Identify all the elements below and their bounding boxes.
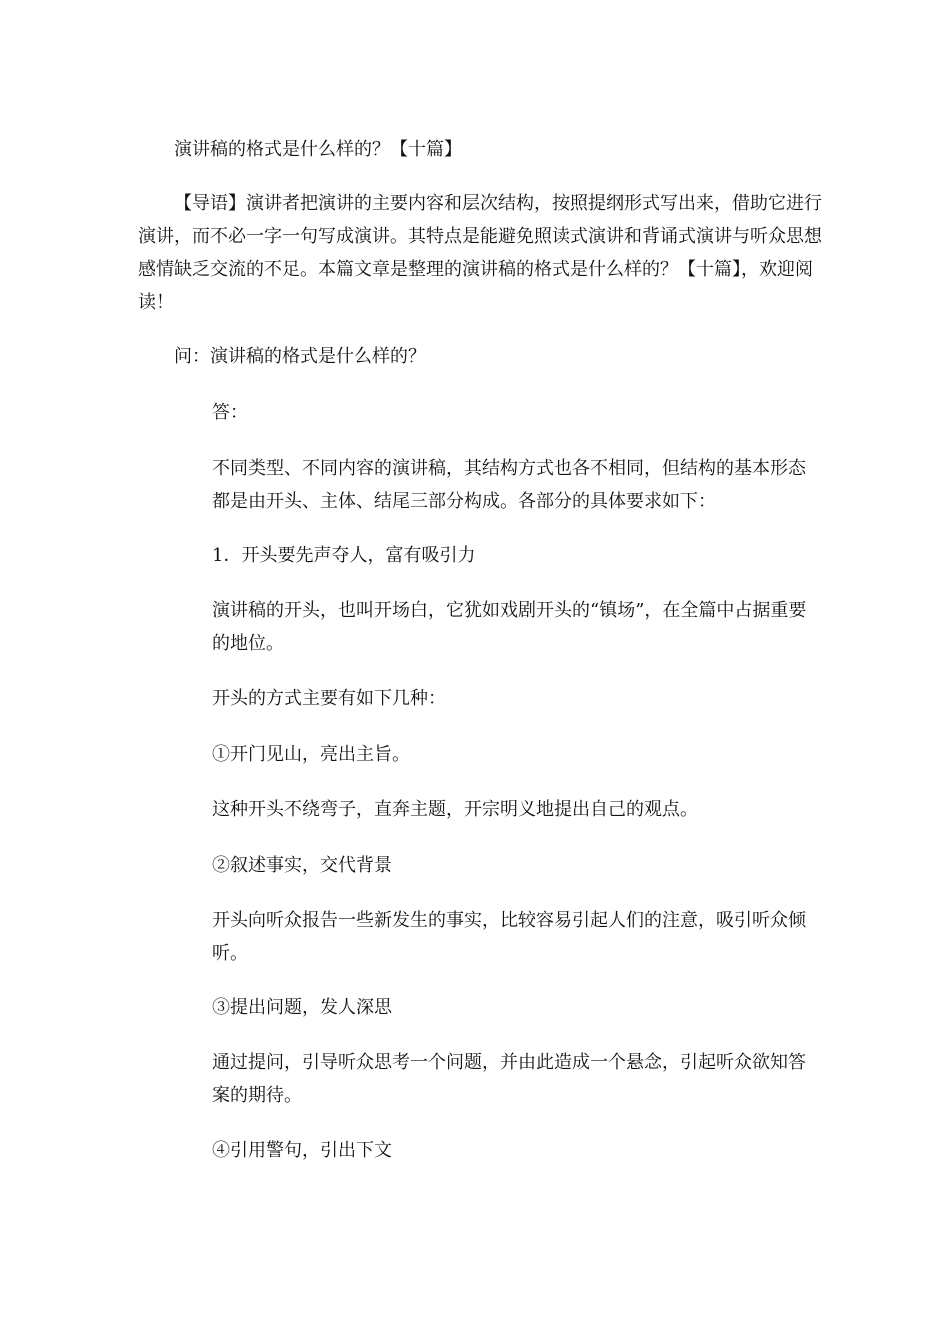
section-1-body: 演讲稿的开头，也叫开场白，它犹如戏剧开头的“镇场”，在全篇中占据重要的地位。 bbox=[212, 600, 807, 654]
method-4-title: ④引用警句，引出下文 bbox=[212, 1140, 392, 1161]
intro-paragraph: 【导语】演讲者把演讲的主要内容和层次结构，按照提纲形式写出来，借助它进行演讲，而不必一字一句写成演讲。其特点是能避免照读式演讲和背诵式演讲与听众思想感情缺乏交流的不足。本篇文章是整理的演讲稿的格式是什么样的？【十篇】，欢迎阅读！ bbox=[138, 193, 822, 313]
method-2-description: 开头向听众报告一些新发生的事实，比较容易引起人们的注意，吸引听众倾听。 bbox=[212, 910, 806, 964]
section-1-heading: 1．开头要先声夺人，富有吸引力 bbox=[212, 545, 476, 566]
method-1-description: 这种开头不绕弯子，直奔主题，开宗明义地提出自己的观点。 bbox=[212, 799, 698, 820]
method-2-title: ②叙述事实，交代背景 bbox=[212, 855, 392, 876]
question-line: 问：演讲稿的格式是什么样的？ bbox=[174, 346, 426, 367]
method-3-title: ③提出问题，发人深思 bbox=[212, 997, 392, 1018]
structure-intro-paragraph: 不同类型、不同内容的演讲稿，其结构方式也各不相同，但结构的基本形态都是由开头、主体、结尾三部分构成。各部分的具体要求如下： bbox=[212, 458, 806, 512]
method-3-description: 通过提问，引导听众思考一个问题，并由此造成一个悬念，引起听众欲知答案的期待。 bbox=[212, 1052, 806, 1106]
methods-intro: 开头的方式主要有如下几种： bbox=[212, 688, 446, 709]
document-title: 演讲稿的格式是什么样的？【十篇】 bbox=[174, 139, 462, 160]
answer-label: 答： bbox=[212, 402, 248, 423]
method-1-title: ①开门见山，亮出主旨。 bbox=[212, 744, 410, 765]
